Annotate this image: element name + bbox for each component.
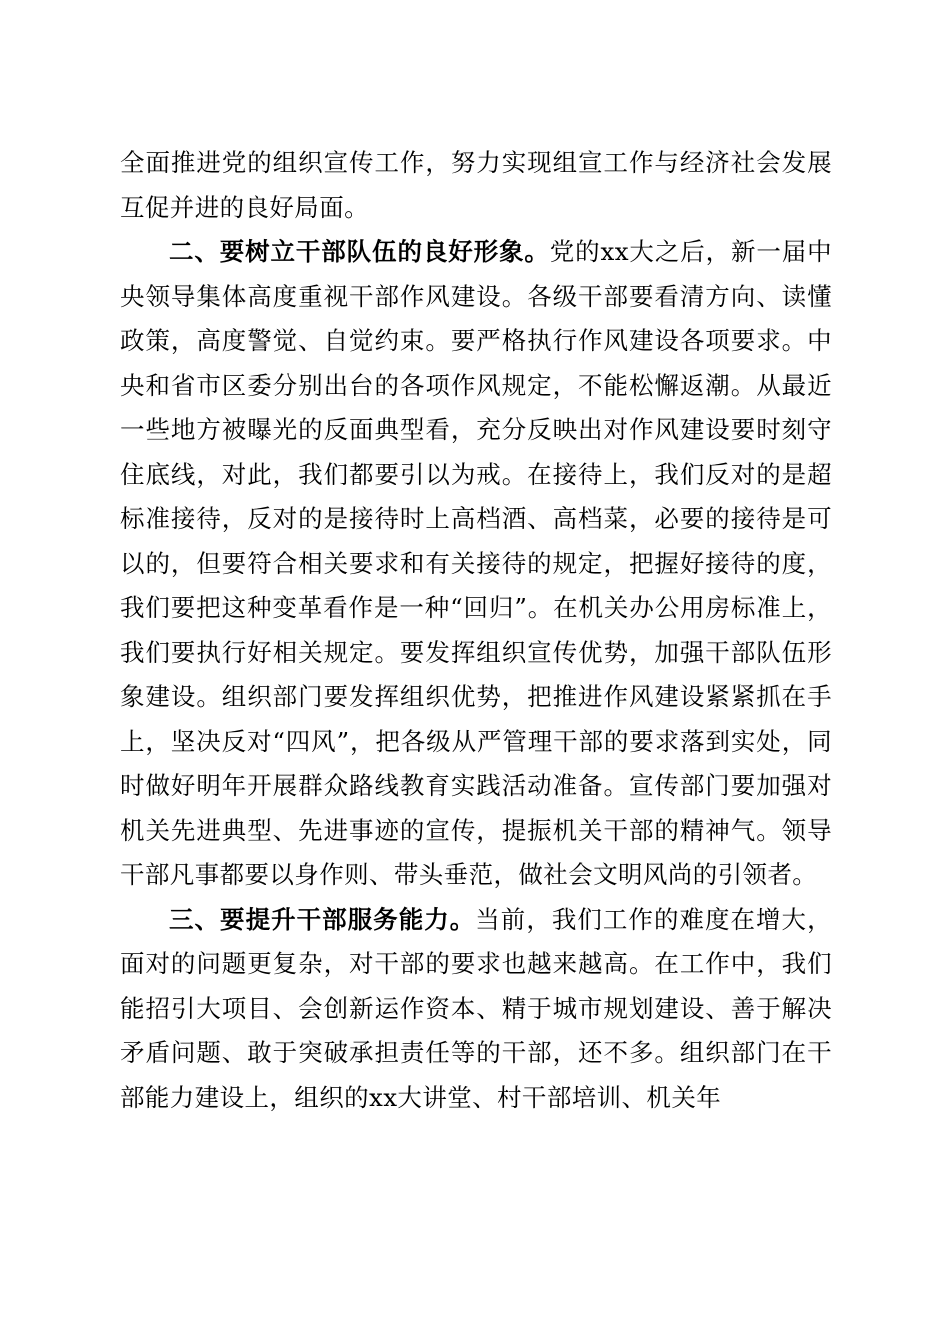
paragraph-text: 党的xx大之后，新一届中央领导集体高度重视干部作风建设。各级干部要看清方向、读懂政策，高度警觉、自觉约束。要严格执行作风建设各项要求。中央和省市区委分别出台的各项作风规定，不能松懈返潮。从最近一些地方被曝光的反面典型看，充分反映出对作风建设要时刻守住底线，对此，我们都要引以为戒。在接待上，我们反对的是超标准接待，反对的是接待时上高档酒、高档菜，必要的接待是可以的，但要符合相关要求和有关接待的规定，把握好接待的度，我们要把这种变革看作是一种“回归”。在机关办公用房标准上，我们要执行好相关规定。要发挥组织宣传优势，加强干部队伍形象建设。组织部门要发挥组织优势，把推进作风建设紧紧抓在手上，坚决反对“四风”，把各级从严管理干部的要求落到实处，同时做好明年开展群众路线教育实践活动准备。宣传部门要加强对机关先进典型、先进事迹的宣传，提振机关干部的精神气。领导干部凡事都要以身作则、带头垂范，做社会文明风尚的引领者。 (120, 237, 833, 889)
section-heading: 二、要树立干部队伍的良好形象。 (169, 237, 550, 266)
section-heading: 三、要提升干部服务能力。 (169, 904, 476, 934)
paragraph-section-three (120, 898, 832, 1121)
paragraph-section-two (120, 230, 832, 898)
paragraph-text: 全面推进党的组织宣传工作，努力实现组宣工作与经济社会发展互促并进的良好局面。 (120, 148, 832, 222)
paragraph-continuation (120, 141, 832, 230)
paragraph-text: 当前，我们工作的难度在增大，面对的问题更复杂，对干部的要求也越来越高。在工作中，我们能招引大项目、会创新运作资本、精于城市规划建设、善于解决矛盾问题、敢于突破承担责任等的干部，还不多。组织部门在干部能力建设上，组织的xx大讲堂、村干部培训、机关年 (120, 904, 832, 1112)
document-page (120, 141, 832, 1120)
